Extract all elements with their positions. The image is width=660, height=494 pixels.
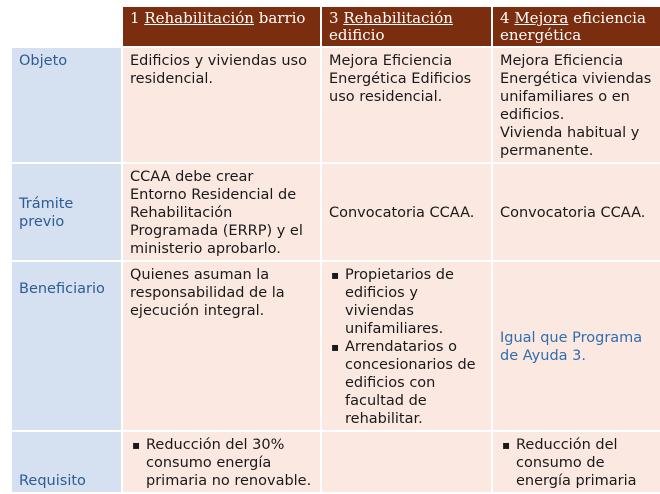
- objeto-program-4: [492, 47, 660, 163]
- row-label-beneficiario: Beneficiario: [11, 261, 122, 431]
- objeto-program-4-line-2: Vivienda habitual y permanente.: [500, 125, 640, 159]
- header-program-4: 4 Mejora eficiencia energética: [492, 6, 660, 47]
- row-label-objeto: Objeto: [11, 47, 122, 163]
- row-label-tramite: Trámite previo: [11, 163, 122, 261]
- tramite-program-1: CCAA debe crear Entorno Residencial de Rehabilitación Programada (ERRP) y el ministerio aprobarlo.: [122, 163, 321, 261]
- requisito-program-3: [321, 431, 492, 493]
- beneficiario-program-3-list: [329, 266, 484, 428]
- objeto-program-1: Edificios y viviendas uso residencial.: [122, 47, 321, 163]
- header-program-1: 1 Rehabilitación barrio: [122, 6, 321, 47]
- row-requisito: [11, 431, 660, 493]
- row-objeto: [11, 47, 660, 163]
- tramite-program-4: Convocatoria CCAA.: [492, 163, 660, 261]
- header-program-3: 3 Rehabilitación edificio: [321, 6, 492, 47]
- beneficiario-program-3: [321, 261, 492, 431]
- comparison-table: [10, 5, 660, 494]
- requisito-program-1-list: [130, 436, 313, 490]
- objeto-program-4-line-1: Mejora Eficiencia Energética viviendas unifamiliares o en edificios.: [500, 53, 652, 123]
- beneficiario-program-4: Igual que Programa de Ayuda 3.: [492, 261, 660, 431]
- header-row: [11, 6, 660, 47]
- beneficiario-program-1: Quienes asuman la responsabilidad de la ejecución integral.: [122, 261, 321, 431]
- list-item: ▪ Propietarios de edificios y viviendas unifamiliares.: [345, 266, 484, 338]
- requisito-program-4: [492, 431, 660, 493]
- list-item: ▪ Reducción del consumo de energía primaria: [516, 436, 653, 490]
- row-label-requisito: Requisito: [11, 431, 122, 493]
- requisito-program-1: [122, 431, 321, 493]
- row-beneficiario: [11, 261, 660, 431]
- list-item: ▪ Arrendatarios o concesionarios de edificios con facultad de rehabilitar.: [345, 338, 484, 428]
- row-tramite: [11, 163, 660, 261]
- objeto-program-3: Mejora Eficiencia Energética Edificios uso residencial.: [321, 47, 492, 163]
- list-item: ▪ Reducción del 30% consumo energía primaria no renovable.: [146, 436, 313, 490]
- header-blank-cell: [11, 6, 122, 47]
- requisito-program-4-list: [500, 436, 653, 490]
- tramite-program-3: Convocatoria CCAA.: [321, 163, 492, 261]
